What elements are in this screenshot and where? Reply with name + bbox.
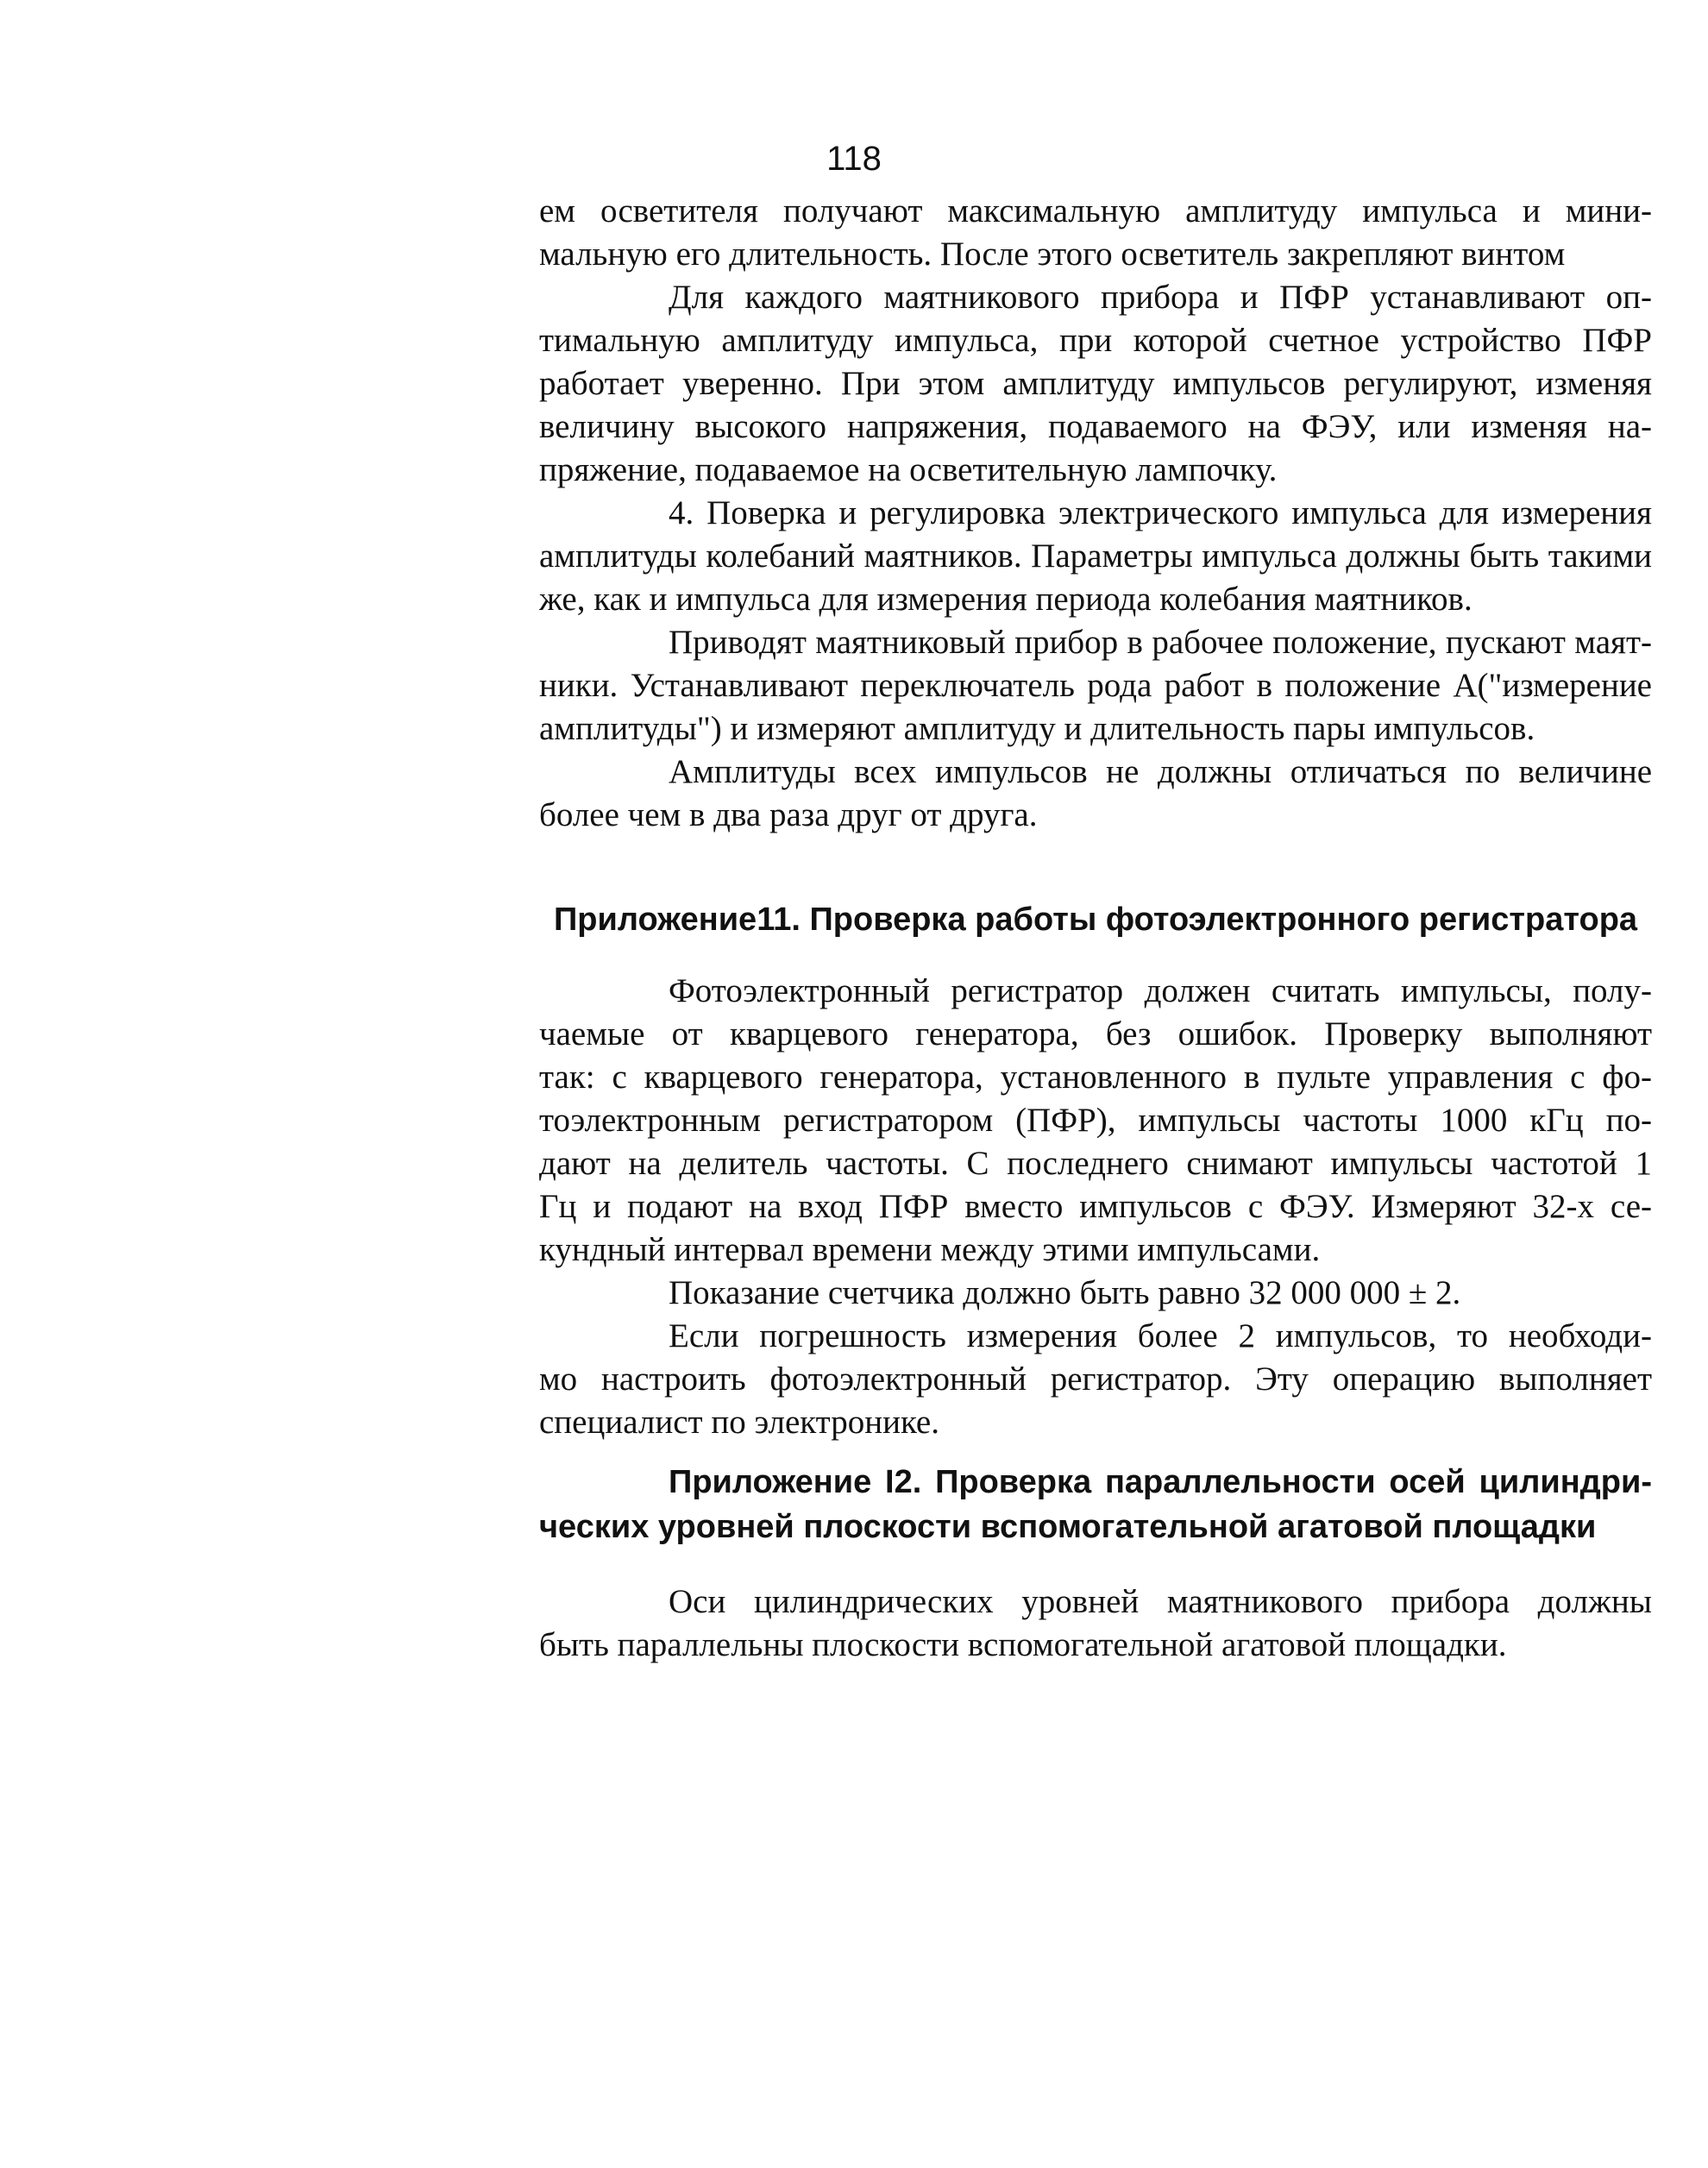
heading-line: Приложение11. Проверка работы фотоэлектронного регистратора	[553, 902, 1638, 938]
paragraph-counter-reading	[539, 1272, 1652, 1315]
text-line: Гц и подают на вход ПФР вместо импульсов с ФЭУ. Измеряют 32-х се-	[539, 1188, 1652, 1225]
text-line: ники. Устанавливают переключатель рода работ в положение А("измерение	[539, 667, 1652, 704]
text-line: Для каждого маятникового прибора и ПФР устанавливают оп-	[669, 279, 1652, 316]
appendix-11-section	[539, 897, 1652, 1444]
text-line: чаемые от кварцевого генератора, без ошибок. Проверку выполняют	[539, 1015, 1652, 1053]
text-line: кундный интервал времени между этими импульсами.	[539, 1231, 1321, 1268]
appendix-12-section	[539, 1460, 1652, 1667]
heading-line: ческих уровней плоскости вспомогательной агатовой площадки	[539, 1509, 1597, 1545]
text-line: Фотоэлектронный регистратор должен считать импульсы, полу-	[669, 972, 1652, 1009]
text-line: пряжение, подаваемое на осветительную лампочку.	[539, 451, 1278, 488]
paragraph-working-position	[539, 621, 1652, 751]
text-line: дают на делитель частоты. С последнего снимают импульсы частотой 1	[539, 1145, 1652, 1182]
paragraph-level-axes	[539, 1580, 1652, 1667]
text-line: амплитуды колебаний маятников. Параметры импульса должны быть такими	[539, 537, 1652, 575]
appendix-12-heading	[539, 1460, 1652, 1549]
heading-line: Приложение I2. Проверка параллельности осей цилиндри-	[669, 1464, 1652, 1500]
text-line: Приводят маятниковый прибор в рабочее положение, пускают маят-	[669, 624, 1652, 661]
appendix-11-heading	[539, 897, 1652, 942]
paragraph-error-adjust	[539, 1315, 1652, 1444]
text-line: тимальную амплитуду импульса, при которой счетное устройство ПФР	[539, 322, 1652, 359]
paragraph-item-4	[539, 492, 1652, 621]
text-line: величину высокого напряжения, подаваемого на ФЭУ, или изменяя на-	[539, 408, 1652, 445]
text-line: Показание счетчика должно быть равно 32 000 000 ± 2.	[669, 1274, 1461, 1311]
text-line: так: с кварцевого генератора, установленного в пульте управления с фо-	[539, 1059, 1652, 1096]
text-line: 4. Поверка и регулировка электрического импульса для измерения	[669, 494, 1652, 531]
text-line: мальную его длительность. После этого осветитель закрепляют винтом	[539, 236, 1566, 273]
text-line: Оси цилиндрических уровней маятникового прибора должны	[669, 1583, 1652, 1620]
text-line: амплитуды") и измеряют амплитуду и длительность пары импульсов.	[539, 710, 1535, 747]
paragraph-recorder-check	[539, 970, 1652, 1272]
body-text-top	[539, 190, 1652, 837]
text-line: мо настроить фотоэлектронный регистратор. Эту операцию выполняет	[539, 1360, 1652, 1398]
text-line: специалист по электронике.	[539, 1404, 939, 1441]
paragraph-continuation	[539, 190, 1652, 276]
text-line: же, как и импульса для измерения периода колебания маятников.	[539, 581, 1473, 618]
text-line: тоэлектронным регистратором (ПФР), импульсы частоты 1000 кГц по-	[539, 1102, 1652, 1139]
text-line: ем осветителя получают максимальную амплитуду импульса и мини-	[539, 192, 1652, 229]
text-line: Если погрешность измерения более 2 импульсов, то необходи-	[669, 1317, 1652, 1354]
paragraph-amplitudes	[539, 751, 1652, 837]
paragraph-optimal-amplitude	[539, 276, 1652, 492]
text-line: работает уверенно. При этом амплитуду импульсов регулируют, изменяя	[539, 365, 1652, 402]
text-line: Амплитуды всех импульсов не должны отличаться по величине	[669, 753, 1652, 790]
text-line: более чем в два раза друг от друга.	[539, 796, 1038, 833]
page-number: 118	[826, 140, 882, 178]
text-line: быть параллельны плоскости вспомогательной агатовой площадки.	[539, 1626, 1507, 1663]
